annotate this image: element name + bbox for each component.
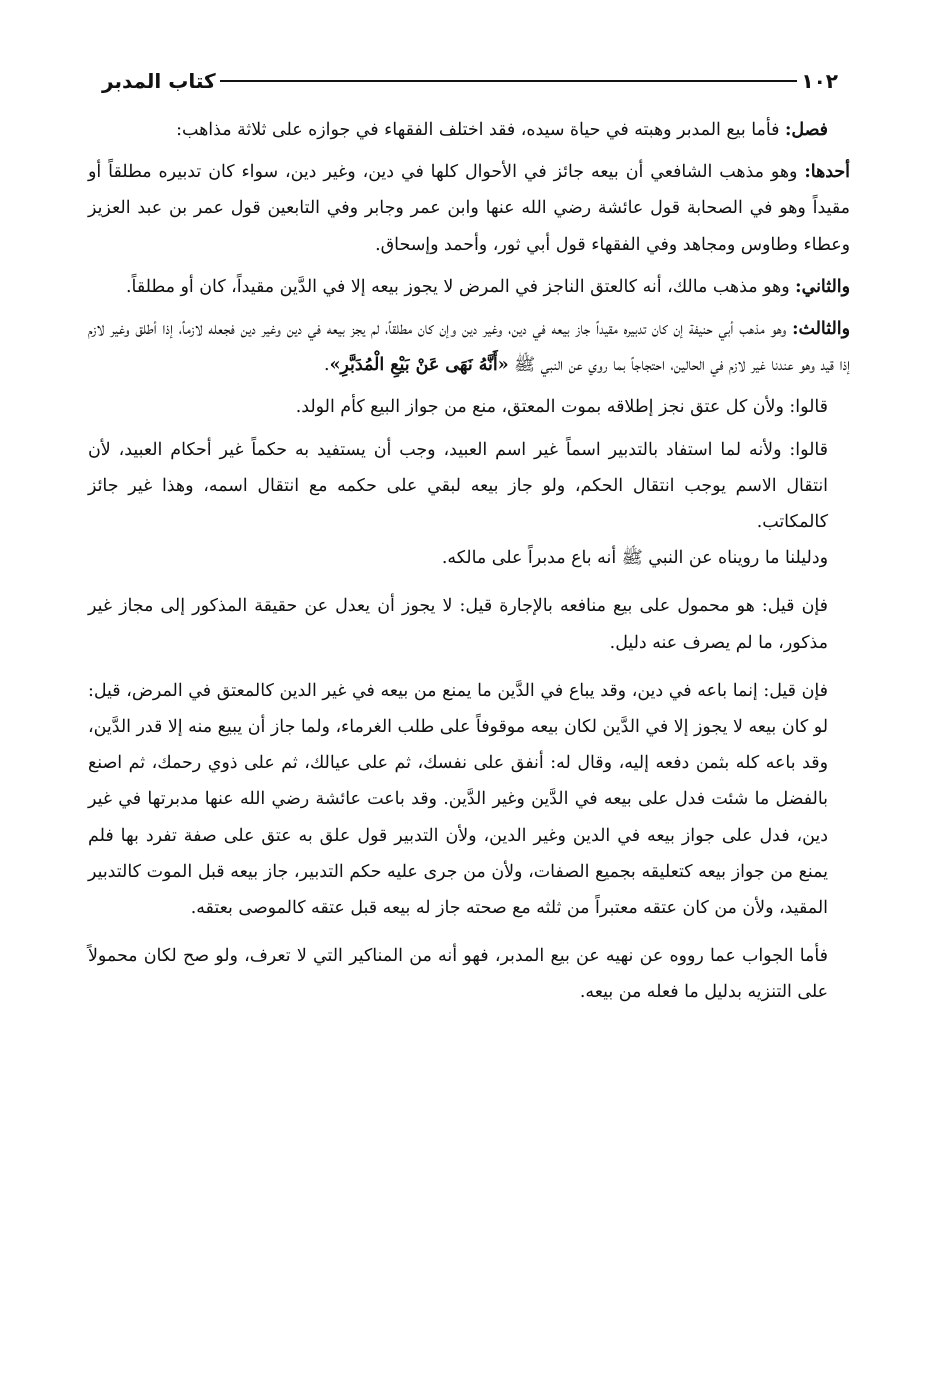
paragraph-lead: فصل: [785,120,828,140]
paragraph-text: فأما بيع المدبر وهبته في حياة سيده، فقد اختلف الفقهاء في جوازه على ثلاثة مذاهب: [176,120,786,140]
book-title: كتاب المدبر [102,69,216,93]
paragraph-first-school [88,154,850,263]
paragraph-text: فإن قيل: إنما باعه في دين، وقد يباع في الدَّين ما يمنع من بيعه في غير الدين كالمعتق في المرض، قيل: لو كان بيعه لا يجوز إلا في الدَّين لكان بيعه موقوفاً على طلب الغرماء، ولما جاز أن يبيع منه إلا قدر الدَّين، وقد باعه كله بثمن دفعه إليه، وقال له: أنفق على نفسك، ثم على عيالك، ثم على ذوي رحمك، ثم اصنع بالفضل ما شئت فدل على بيعه في الدَّين وغير الدَّين. وقد باعت عائشة رضي الله عنها مدبرتها في غير دين، فدل على جواز بيعه في الدين وغير الدين، ولأن التدبير قول علق به عتق على صفة تفرد بها فلم يمنع من جواز بيعه كتعليقه بجميع الصفات، ولأن من جرى عليه حكم التدبير، جاز بيعه قبل الموت كالتدبير المقيد، ولأن من كان عتقه معتبراً من ثلثه مع صحته جاز له بيعه قبل عتقه كالموصى بعتقه. [88,680,828,919]
paragraph-text: فإن قيل: هو محمول على بيع منافعه بالإجارة قيل: لا يجوز أن يعدل عن حقيقة المذكور إلى مجاز غير مذكور، ما لم يصرف عنه دليل. [88,596,828,653]
paragraph-third-school [88,311,850,383]
book-page [88,60,850,1017]
paragraph-objection-2 [88,673,850,926]
paragraph-objection-1 [88,588,850,660]
paragraph-text: فأما الجواب عما رووه عن نهيه عن بيع المدبر، فهو أنه من المناكير التي لا تعرف، ولو صح لكان محمولاً على التنزيه بدليل ما فعله من بيعه. [88,946,828,1003]
paragraph-text: قالوا: ولأنه لما استفاد بالتدبير اسماً غير اسم العبيد، وجب أن يستفيد به حكماً غير أحكام العبيد، لأن انتقال الاسم يوجب انتقال الحكم، ولو جاز بيعه لبقي على حكمه مع انتقال اسمه، وهذا غير جائز كالمكاتب. [88,439,828,533]
paragraph-text: ودليلنا ما رويناه عن النبي ﷺ أنه باع مدبراً على مالكه. [441,548,828,569]
paragraph-lead: أحدها: [804,162,850,183]
paragraph-qalu-2 [88,432,850,541]
paragraph-text: وهو مذهب الشافعي أن بيعه جائز في الأحوال كلها في دين، وغير دين، سواء كان تدبيره مطلقاً أو مقيداً وهو في الصحابة قول عائشة رضي الله عنها وابن عمر وجابر وفي التابعين قول عمر بن عبد العزيز وعطاء وطاوس ومجاهد وفي الفقهاء قول أبي ثور، وأحمد وإسحاق. [88,162,850,255]
paragraph-text: وهو مذهب أبي حنيفة إن كان تدبيره مقيداً جاز بيعه في دين، وغير دين وإن كان مطلقاً، لم يجز بيعه في دين وغير دين فجعله لازماً، إذا أطلق وغير لازم إذا قيد وهو عندنا غير لازم في الحالين، احتجاجاً بما روي عن النبي ﷺ [88,319,850,376]
hadith-quote: «أَنَّهُ نَهَى عَنْ بَيْعِ الْمُدَبَّرِ» [329,355,509,376]
paragraph-qalu-1 [88,389,850,425]
paragraph-lead: والثالث: [792,319,850,340]
header-rule [220,80,798,82]
paragraph-text: وهو مذهب مالك، أنه كالعتق الناجز في المرض لا يجوز بيعه إلا في الدَّين مقيداً، كان أو مطلقاً. [126,276,796,297]
paragraph-evidence [88,540,850,576]
page-body [88,112,850,1011]
running-header [88,60,850,102]
paragraph-lead: والثاني: [795,276,850,297]
paragraph-answer [88,938,850,1010]
paragraph-tail: . [324,355,330,376]
paragraph-text: قالوا: ولأن كل عتق نجز إطلاقه بموت المعتق، منع من جواز البيع كأم الولد. [295,397,828,418]
paragraph-fasl [88,112,850,148]
paragraph-second-school [88,269,850,305]
page-number: ١٠٢ [801,69,838,93]
